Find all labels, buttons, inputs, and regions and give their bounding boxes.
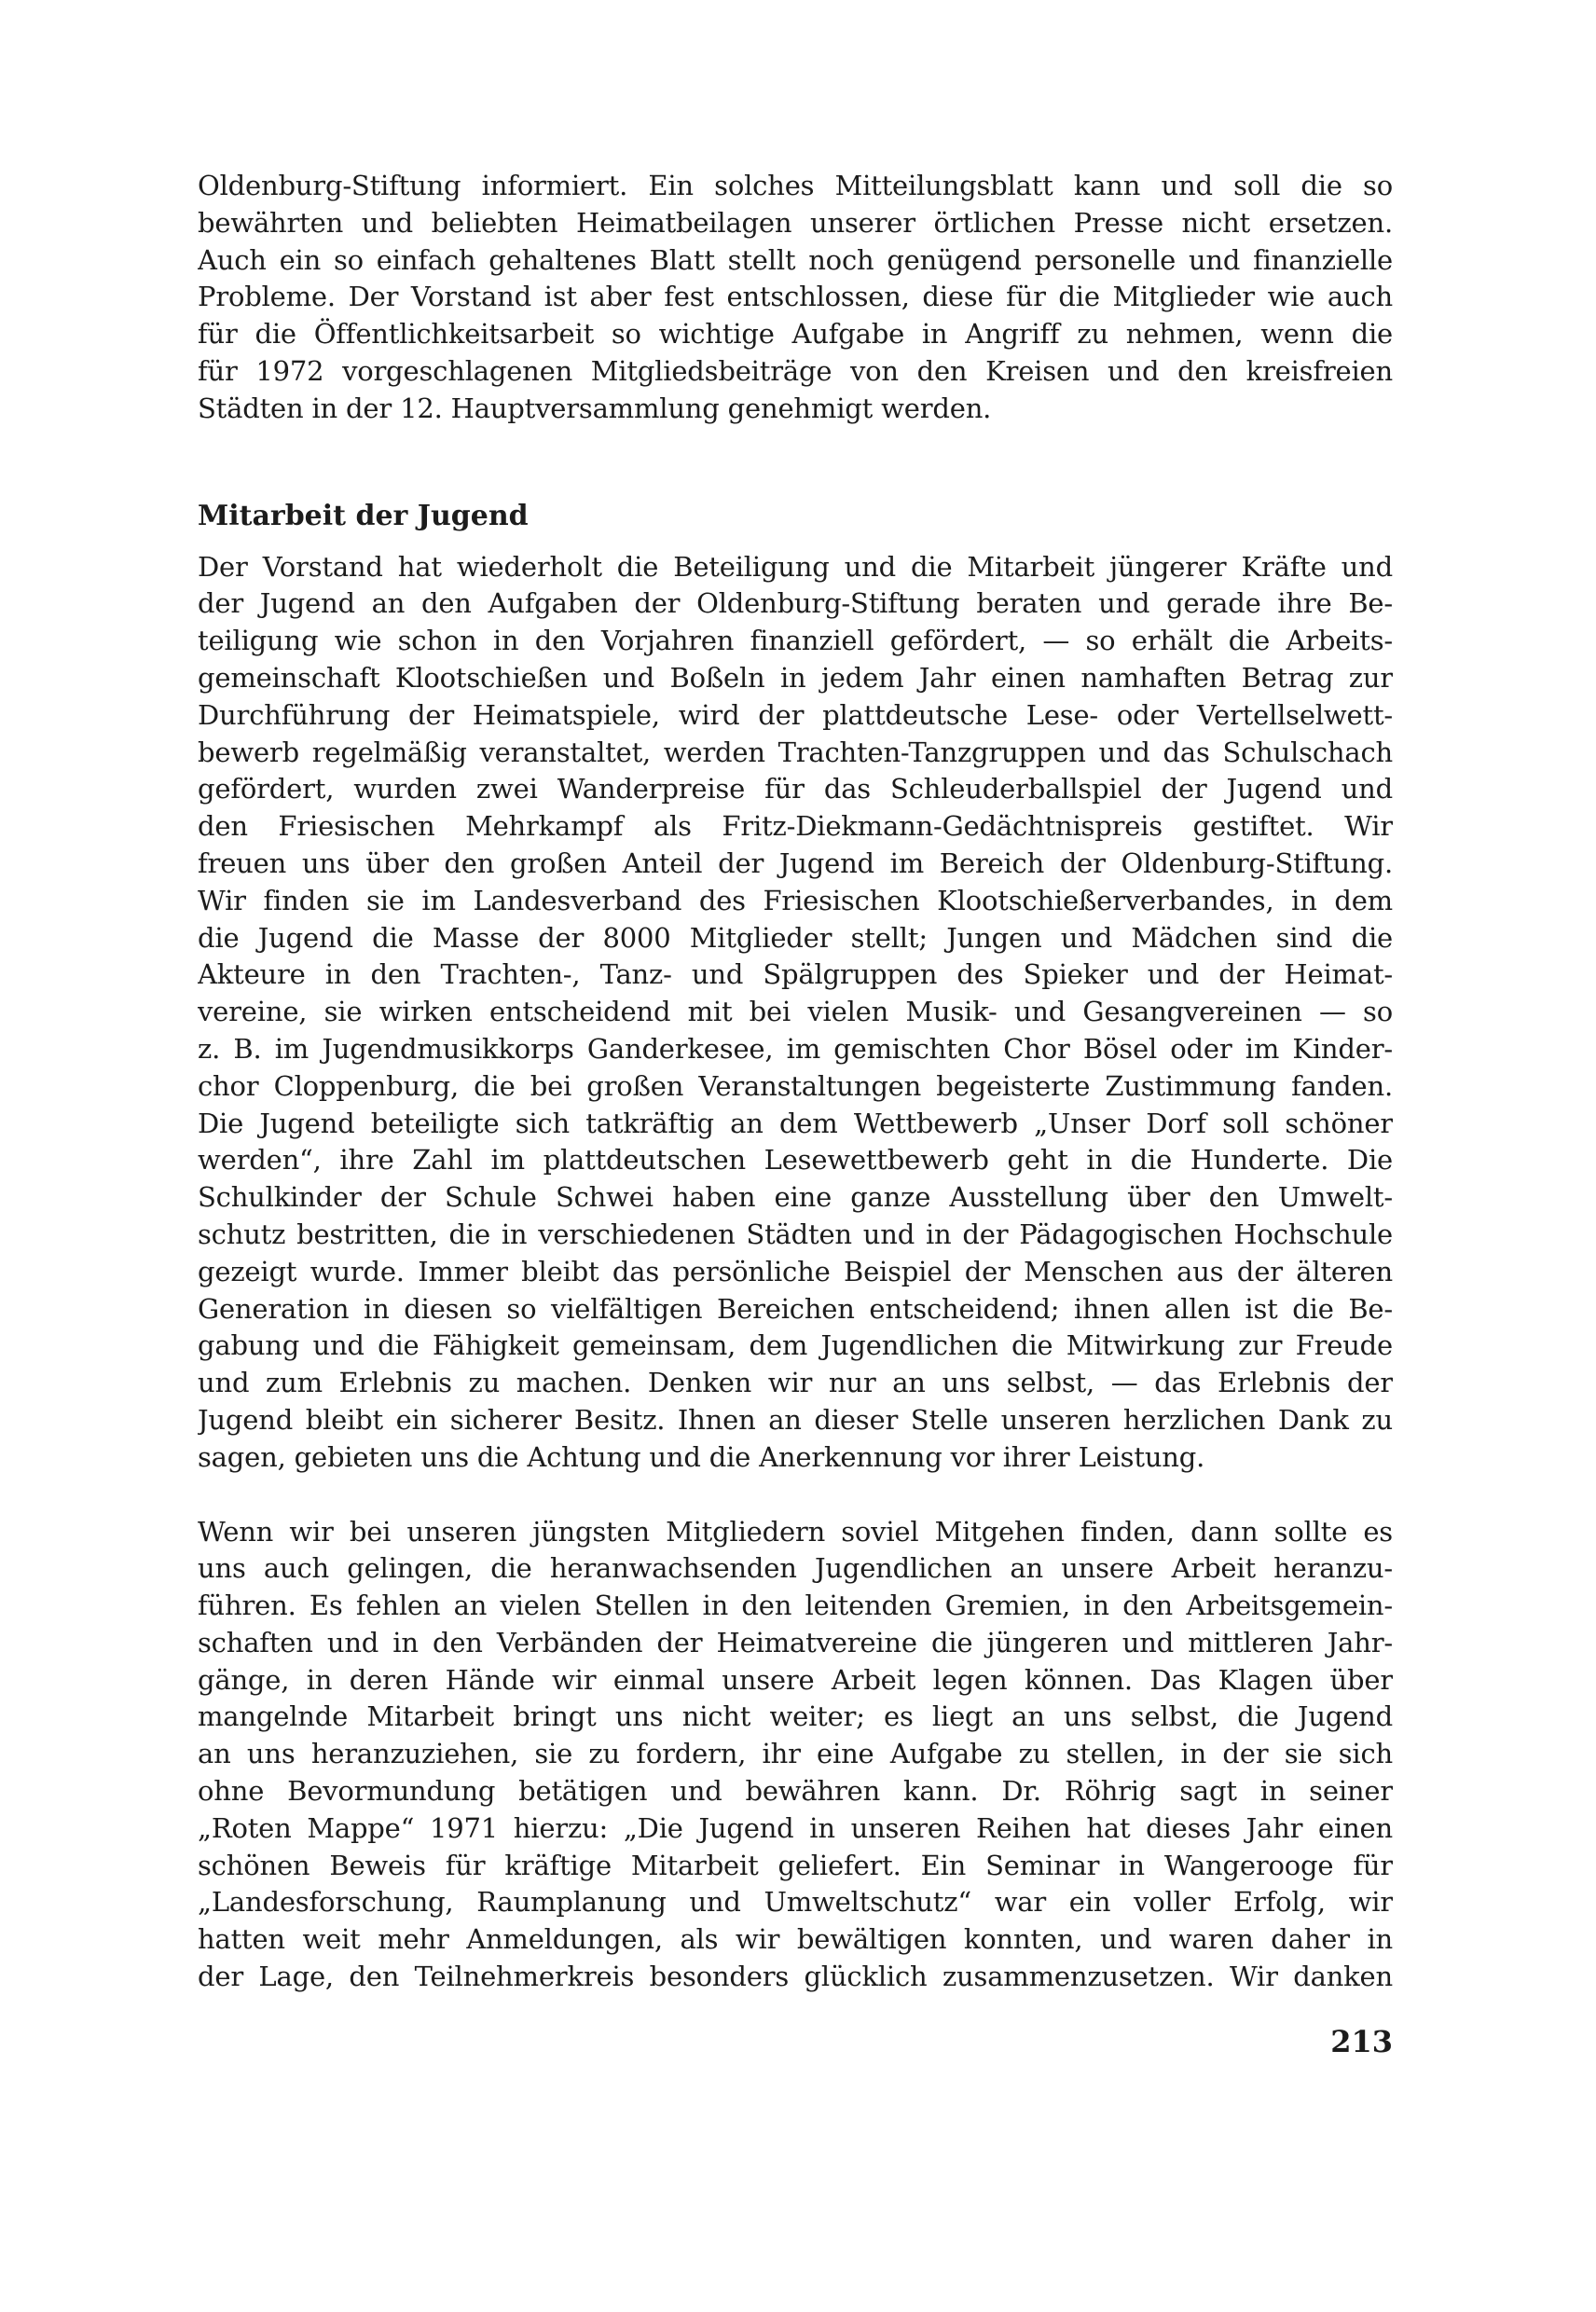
text-line: schaften und in den Verbänden der Heimatvereine die jüngeren und mittleren Jahr-: [198, 1626, 1393, 1658]
text-line: Auch ein so einfach gehaltenes Blatt stellt noch genügend personelle und finanzielle: [198, 243, 1393, 276]
text-line: „Landesforschung, Raumplanung und Umweltschutz“ war ein voller Erfolg, wir: [198, 1886, 1393, 1919]
text-line: führen. Es fehlen an vielen Stellen in den leitenden Gremien, in den Arbeitsgemein-: [198, 1590, 1393, 1622]
text-line: Oldenburg-Stiftung informiert. Ein solches Mitteilungsblatt kann und soll die so: [198, 170, 1393, 201]
text-line: Wenn wir bei unseren jüngsten Mitgliedern soviel Mitgehen finden, dann sollte es: [198, 1515, 1393, 1548]
text-line: Generation in diesen so vielfältigen Bereichen entscheidend; ihnen allen ist die Be-: [198, 1292, 1393, 1325]
text-line: hatten weit mehr Anmeldungen, als wir bewältigen konnten, und waren daher in: [198, 1923, 1393, 1956]
paragraph-1: [198, 168, 1393, 428]
text-line: den Friesischen Mehrkampf als Fritz-Diekmann-Gedächtnispreis gestiftet. Wir: [198, 810, 1393, 843]
text-line: Jugend bleibt ein sicherer Besitz. Ihnen an dieser Stelle unseren herzlichen Dank zu: [198, 1403, 1393, 1436]
text-line: vereine, sie wirken entscheidend mit bei vielen Musik- und Gesangvereinen — so: [198, 996, 1393, 1028]
text-line: „Roten Mappe“ 1971 hierzu: „Die Jugend in unseren Reihen hat dieses Jahr einen: [198, 1811, 1393, 1844]
text-line: teiligung wie schon in den Vorjahren finanziell gefördert, — so erhält die Arbeits-: [198, 625, 1393, 657]
paragraph-2: [198, 549, 1393, 1477]
text-line: gänge, in deren Hände wir einmal unsere Arbeit legen können. Das Klagen über: [198, 1663, 1393, 1696]
text-line: an uns heranzuziehen, sie zu fordern, ihr eine Aufgabe zu stellen, in der sie sich: [198, 1738, 1393, 1770]
text-line: und zum Erlebnis zu machen. Denken wir nur an uns selbst, — das Erlebnis der: [198, 1367, 1393, 1399]
text-line: schutz bestritten, die in verschiedenen Städten und in der Pädagogischen Hochschule: [198, 1218, 1393, 1250]
text-line: Probleme. Der Vorstand ist aber fest entschlossen, diese für die Mitglieder wie auch: [198, 281, 1393, 313]
text-line: Akteure in den Trachten-, Tanz- und Spälgruppen des Spieker und der Heimat-: [198, 958, 1393, 991]
text-line: sagen, gebieten uns die Achtung und die Anerkennung vor ihrer Leistung.: [198, 1440, 1205, 1473]
page-body: [198, 168, 1393, 1996]
text-line: Der Vorstand hat wiederholt die Beteiligung und die Mitarbeit jüngerer Kräfte und: [198, 550, 1393, 583]
text-line: bewährten und beliebten Heimatbeilagen unserer örtlichen Presse nicht ersetzen.: [198, 206, 1393, 239]
text-line: für die Öffentlichkeitsarbeit so wichtige Aufgabe in Angriff zu nehmen, wenn die: [198, 318, 1393, 351]
text-line: die Jugend die Masse der 8000 Mitglieder stellt; Jungen und Mädchen sind die: [198, 921, 1393, 954]
text-line: der Lage, den Teilnehmerkreis besonders glücklich zusammenzusetzen. Wir danken: [198, 1961, 1393, 1993]
text-line: z. B. im Jugendmusikkorps Ganderkesee, im gemischten Chor Bösel oder im Kinder-: [198, 1032, 1393, 1065]
text-line: gabung und die Fähigkeit gemeinsam, dem Jugendlichen die Mitwirkung zur Freude: [198, 1329, 1393, 1362]
text-line: werden“, ihre Zahl im plattdeutschen Lesewettbewerb geht in die Hunderte. Die: [198, 1144, 1393, 1177]
page-number: 213: [1330, 2024, 1393, 2059]
text-line: gezeigt wurde. Immer bleibt das persönliche Beispiel der Menschen aus der älteren: [198, 1255, 1393, 1287]
text-line: Städten in der 12. Hauptversammlung genehmigt werden.: [198, 392, 992, 424]
section-heading: Mitarbeit der Jugend: [198, 499, 529, 532]
paragraph-3: [198, 1514, 1393, 1996]
text-line: schönen Beweis für kräftige Mitarbeit geliefert. Ein Seminar in Wangerooge für: [198, 1849, 1393, 1881]
text-line: Wir finden sie im Landesverband des Friesischen Klootschießerverbandes, in dem: [198, 884, 1393, 916]
text-line: gemeinschaft Klootschießen und Boßeln in jedem Jahr einen namhaften Betrag zur: [198, 661, 1393, 694]
text-line: freuen uns über den großen Anteil der Jugend im Bereich der Oldenburg-Stiftung.: [198, 846, 1393, 879]
text-line: uns auch gelingen, die heranwachsenden Jugendlichen an unsere Arbeit heranzu-: [198, 1552, 1393, 1585]
text-line: bewerb regelmäßig veranstaltet, werden Trachten-Tanzgruppen und das Schulschach: [198, 736, 1393, 768]
text-line: für 1972 vorgeschlagenen Mitgliedsbeiträge von den Kreisen und den kreisfreien: [198, 354, 1393, 387]
text-line: chor Cloppenburg, die bei großen Veranstaltungen begeisterte Zustimmung fanden.: [198, 1069, 1393, 1102]
text-line: ohne Bevormundung betätigen und bewähren kann. Dr. Röhrig sagt in seiner: [198, 1775, 1393, 1808]
text-line: Die Jugend beteiligte sich tatkräftig an dem Wettbewerb „Unser Dorf soll schöner: [198, 1107, 1393, 1139]
text-line: Durchführung der Heimatspiele, wird der plattdeutsche Lese- oder Vertellselwett-: [198, 698, 1393, 731]
text-line: Schulkinder der Schule Schwei haben eine ganze Ausstellung über den Umwelt-: [198, 1181, 1393, 1214]
text-line: gefördert, wurden zwei Wanderpreise für das Schleuderballspiel der Jugend und: [198, 773, 1393, 805]
text-line: der Jugend an den Aufgaben der Oldenburg-Stiftung beraten und gerade ihre Be-: [198, 587, 1393, 620]
text-line: mangelnde Mitarbeit bringt uns nicht weiter; es liegt an uns selbst, die Jugend: [198, 1700, 1393, 1733]
